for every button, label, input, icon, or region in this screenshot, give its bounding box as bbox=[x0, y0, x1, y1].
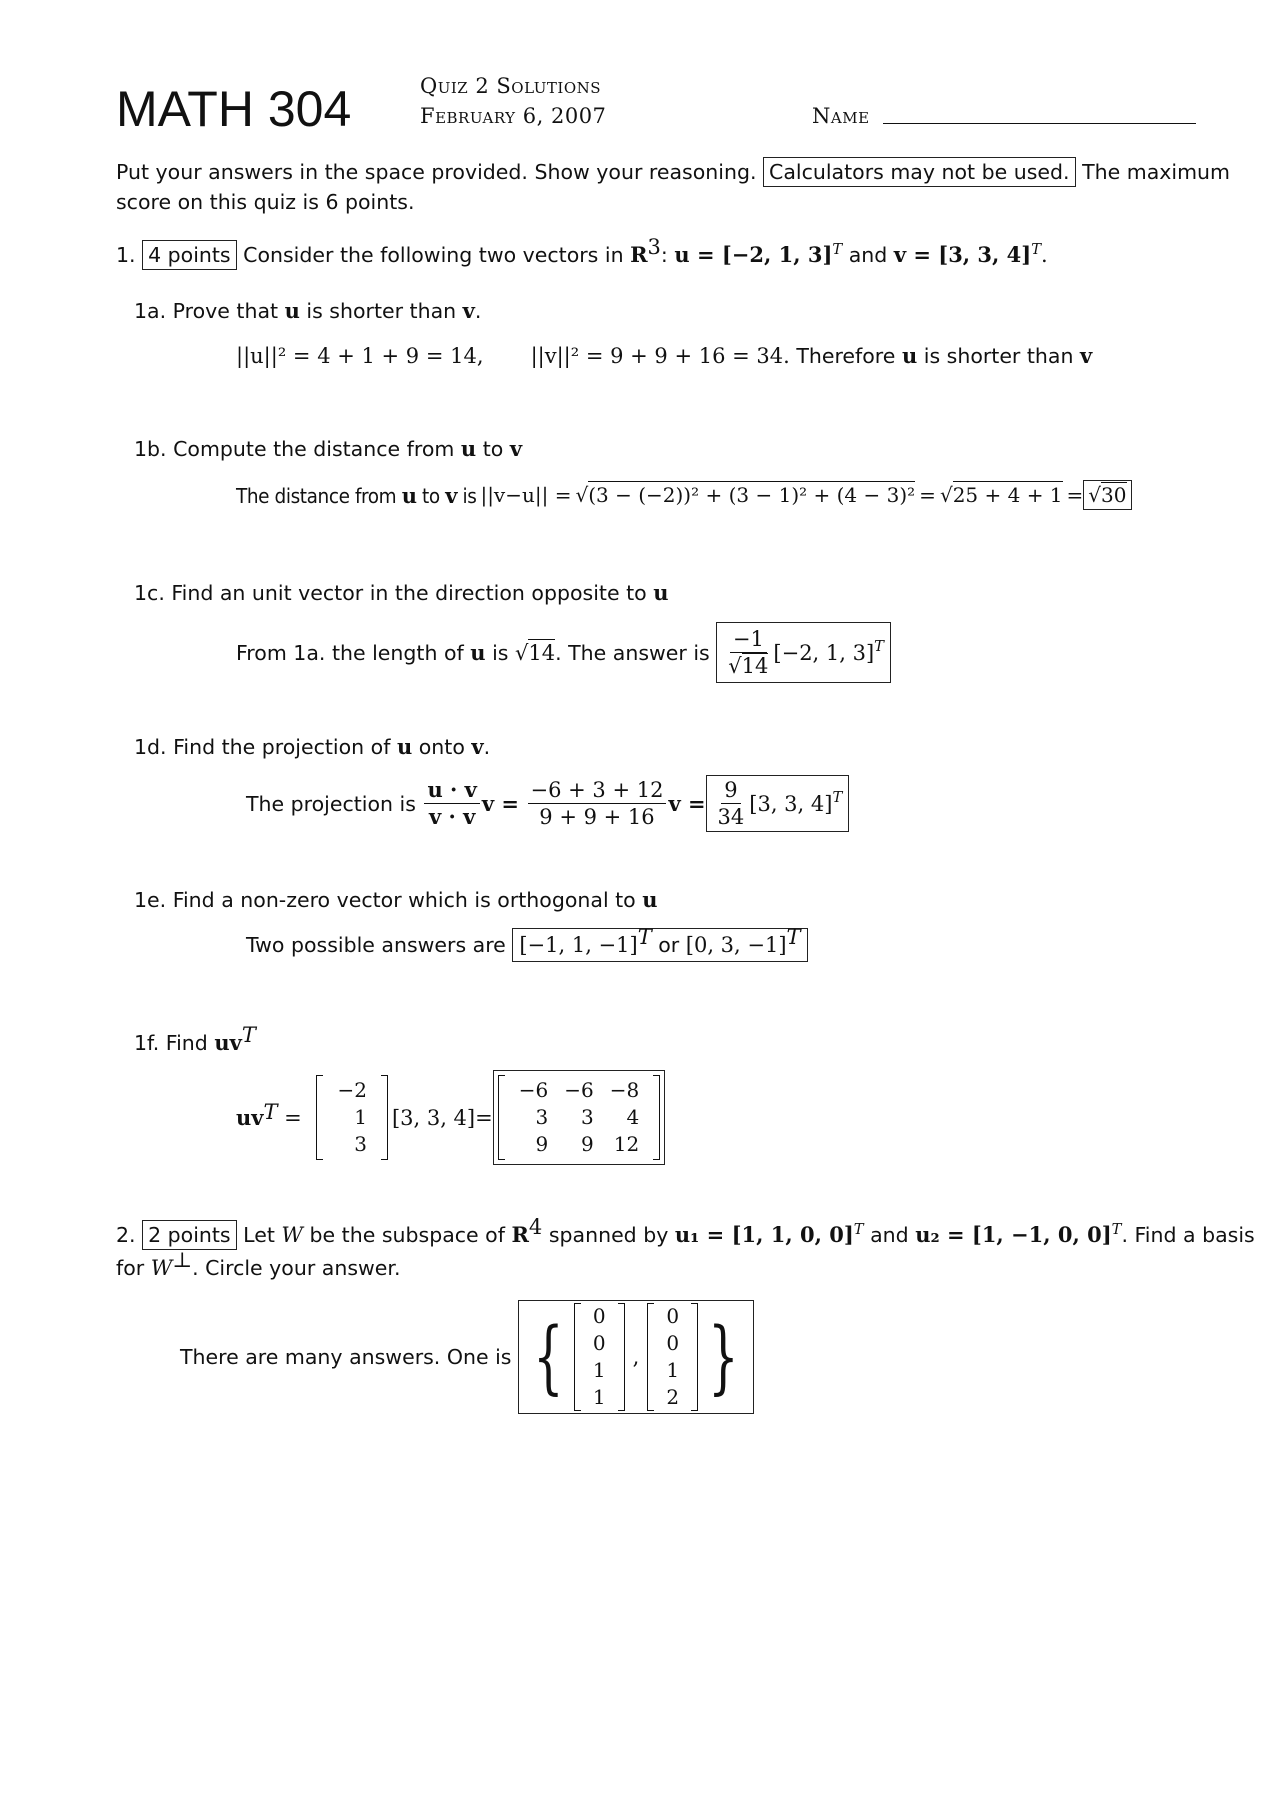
q1-number: 1. bbox=[116, 243, 136, 267]
q1c-answer: $\frac{-1}{√14}$ [−2, 1, 3] $^T$ bbox=[716, 622, 891, 683]
q2-points: 2 points bbox=[142, 1220, 237, 1250]
q1f-column-vector: −2 1 3 bbox=[316, 1075, 387, 1160]
q1f-row-vector: [3, 3, 4] bbox=[391, 1105, 476, 1130]
q1d-solution: The projection is $\frac{u \cdot v}{v \cdot v}$ v = $\frac{-6 + 3 + 12}{9 + 9 + 16}$ v = $\frac{9}{34}$ [3, 3, 4] $^T$ bbox=[246, 775, 849, 832]
instructions-line2: score on this quiz is 6 points. bbox=[116, 190, 415, 214]
q1b-norm: ||v−u|| = bbox=[480, 483, 572, 507]
q1a-eq2: ||v||² = 9 + 9 + 16 = 34. bbox=[530, 344, 790, 368]
quiz-title: Quiz 2 Solutions bbox=[420, 74, 602, 98]
q1-R: R bbox=[630, 242, 648, 267]
q1d-prompt: 1d. Find the projection of u onto v. bbox=[134, 734, 491, 759]
course-title: MATH 304 bbox=[116, 81, 352, 137]
q2-basis-vector-1: 0 0 1 1 bbox=[574, 1303, 625, 1411]
q2-answer: { 0 0 1 1 , 0 0 1 2 } bbox=[518, 1300, 754, 1414]
q1b-solution: The distance from u to v is ||v−u|| = √(3 − (−2))² + (3 − 1)² + (4 − 3)² = √25 + 4 + 1 = √30 bbox=[236, 480, 1132, 510]
q1-v-def: v = [3, 3, 4]$^T$. bbox=[893, 241, 1048, 267]
q1f-answer: −6 −6 −8 3 3 4 9 9 12 bbox=[493, 1070, 665, 1165]
q1f-solution: uv $^T$ = −2 1 3 [3, 3, 4] = −6 −6 −8 3 3 4 9 9 12 bbox=[236, 1070, 665, 1165]
q1a-solution: ||u||² = 4 + 1 + 9 = 14, ||v||² = 9 + 9 + 16 = 34. Therefore u is shorter than v bbox=[236, 343, 1093, 368]
question-2: 2. 2 points Let W be the subspace of $R^4$ spanned by u₁ = [1, 1, 0, 0]$^T$ and u₂ = [1, −1, 0, 0]$^T$. Find a basis bbox=[116, 1222, 1255, 1247]
name-line[interactable] bbox=[883, 123, 1196, 124]
q1c-prompt: 1c. Find an unit vector in the direction opposite to u bbox=[134, 580, 669, 605]
q1b-radical-1: √(3 − (−2))² + (3 − 1)² + (4 − 3)² bbox=[575, 483, 916, 507]
q1a-eq1: ||u||² = 4 + 1 + 9 = 14, bbox=[236, 344, 484, 368]
q1-and: and bbox=[848, 243, 888, 267]
q1e-prompt: 1e. Find a non-zero vector which is orthogonal to u bbox=[134, 887, 658, 912]
quiz-date: February 6, 2007 bbox=[420, 104, 607, 128]
instructions-text-2: The maximum bbox=[1082, 160, 1231, 184]
instructions-text: Put your answers in the space provided. Show your reasoning. bbox=[116, 160, 757, 184]
question-2-line2: for W⊥. Circle your answer. bbox=[116, 1248, 401, 1280]
q1e-answer: [−1, 1, −1]$^T$ or [0, 3, −1]$^T$ bbox=[512, 928, 807, 962]
q1d-answer: $\frac{9}{34}$ [3, 3, 4] $^T$ bbox=[706, 775, 850, 832]
q1a-prompt: 1a. Prove that u is shorter than v. bbox=[134, 298, 482, 323]
q1c-solution: From 1a. the length of u is √14 . The answer is $\frac{-1}{√14}$ [−2, 1, 3] $^T$ bbox=[236, 622, 891, 683]
q1f-prompt: 1f. Find $uv^T$ bbox=[134, 1023, 256, 1055]
question-1: 1. 4 points Consider the following two vectors in $R^3$: u = [−2, 1, 3]$^T$ and v = [3, 3, 4]$^T$. bbox=[116, 242, 1048, 267]
q1b-answer: √30 bbox=[1083, 480, 1131, 510]
q2-solution: There are many answers. One is { 0 0 1 1 , 0 0 1 2 } bbox=[180, 1300, 754, 1414]
instructions bbox=[116, 160, 1230, 184]
q1e-solution: Two possible answers are [−1, 1, −1]$^T$ or [0, 3, −1]$^T$ bbox=[246, 928, 808, 962]
q1-u-def: u = [−2, 1, 3]$^T$ bbox=[674, 241, 843, 267]
q2-basis-vector-2: 0 0 1 2 bbox=[647, 1303, 698, 1411]
name-label: Name bbox=[812, 104, 870, 128]
q1b-prompt: 1b. Compute the distance from u to v bbox=[134, 436, 523, 461]
q1-points: 4 points bbox=[142, 240, 237, 270]
calculator-notice: Calculators may not be used. bbox=[763, 157, 1076, 187]
q1b-radical-2: √25 + 4 + 1 bbox=[939, 483, 1063, 507]
q1-intro: Consider the following two vectors in bbox=[243, 243, 624, 267]
